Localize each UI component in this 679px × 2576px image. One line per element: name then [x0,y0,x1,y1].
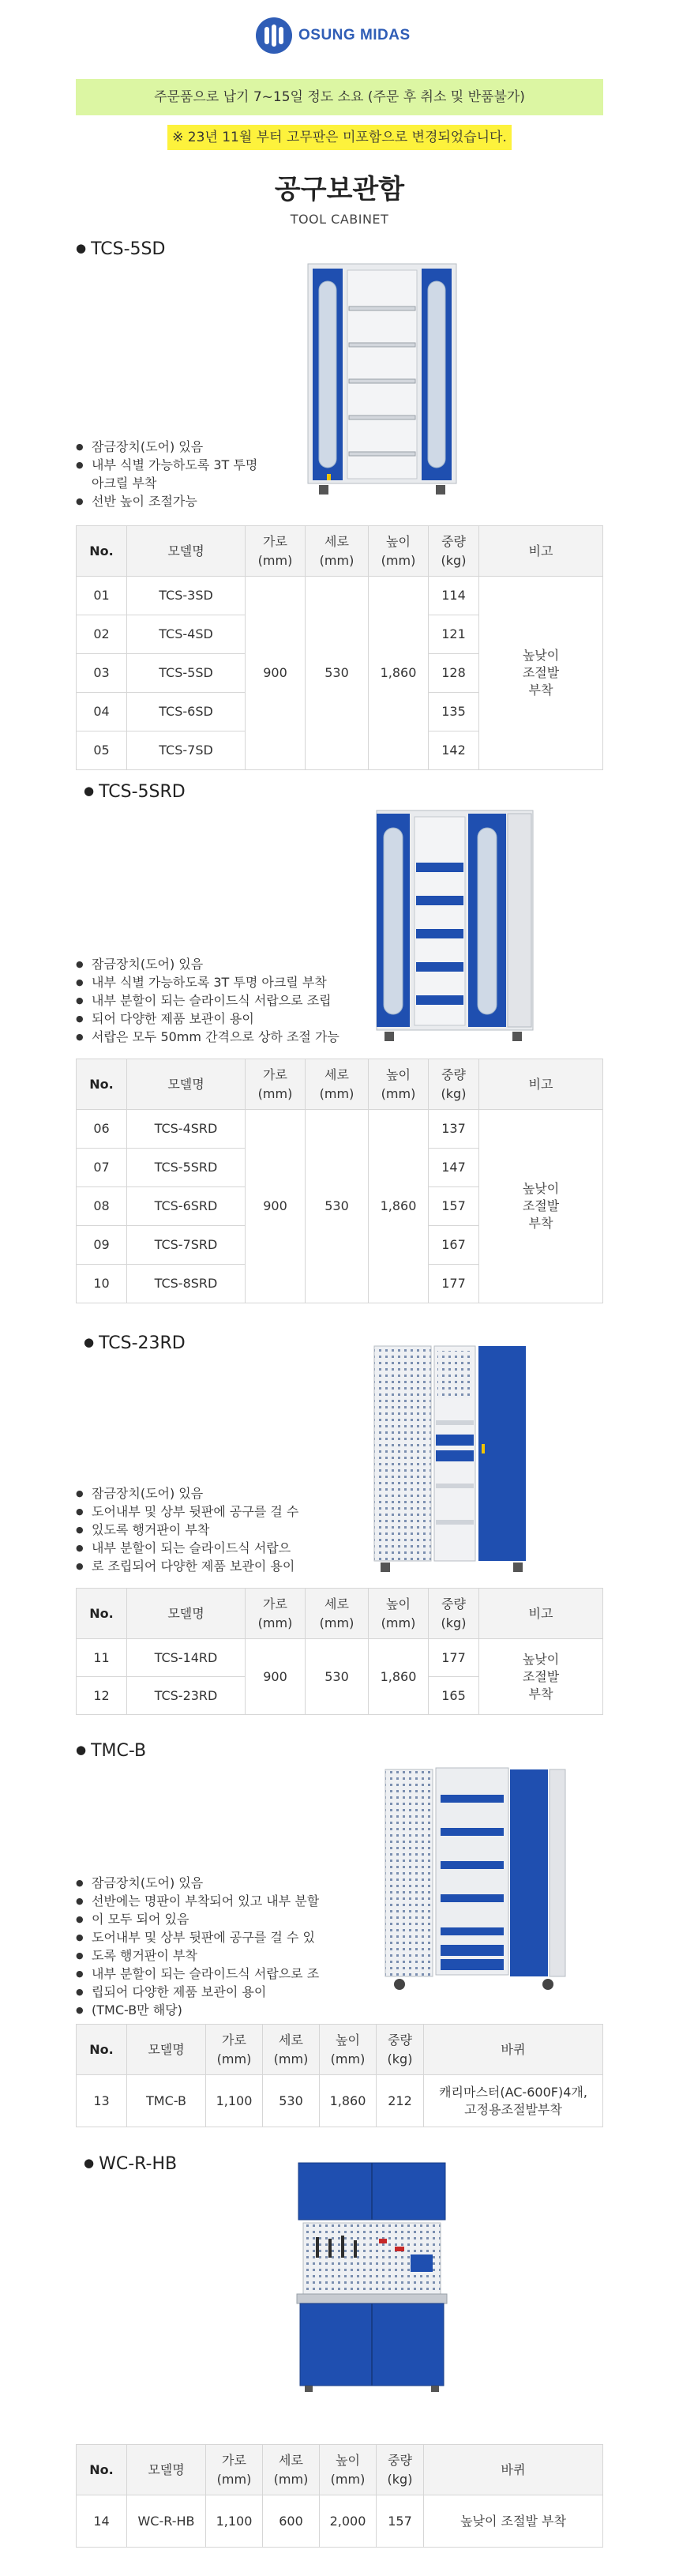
header-weight: 중량 (kg) [429,1589,479,1639]
feature-item: ● 잠금장치(도어) 있음 [76,1484,298,1502]
header-depth: 세로 (mm) [263,2025,320,2075]
header-model: 모델명 [127,1059,246,1110]
shared-width: 900 [246,1110,306,1303]
shared-note: 높낮이 조절발 부착 [479,577,603,770]
header-no: No. [77,1589,127,1639]
feature-item: ● 로 조립되어 다양한 제품 보관이 용이 [76,1557,298,1575]
table-row: 06 TCS-4SRD 900 530 1,860 137 높낮이 조절발 부착 [77,1110,603,1149]
wheel-cell: 캐리마스터(AC-600F)4개, 고정용조절발부착 [424,2075,603,2127]
shared-width: 900 [246,1639,306,1715]
feature-item: ● 잠금장치(도어) 있음 [76,1874,319,1892]
header-note: 비고 [479,1059,603,1110]
shared-height: 1,860 [369,1110,429,1303]
wheel-cell: 높낮이 조절발 부착 [424,2495,603,2548]
brand-logo[interactable] [256,17,411,54]
header-depth: 세로 (mm) [263,2445,320,2495]
header-height: 높이 (mm) [369,526,429,577]
feature-item: ● 선반 높이 조절가능 [76,492,257,510]
header-model: 모델명 [127,2025,206,2075]
page-title: 공구보관함 [274,174,405,205]
feature-item: ● 내부 식별 가능하도록 3T 투명 아크릴 부착 [76,973,340,991]
header-weight: 중량 (kg) [429,526,479,577]
feature-item: ● 잠금장치(도어) 있음 [76,955,340,973]
change-notice: ※ 23년 11월 부터 고무판은 미포함으로 변경되었습니다. [167,125,512,150]
header-model: 모델명 [127,526,246,577]
feature-item: ● 되어 다양한 제품 보관이 용이 [76,1010,340,1028]
feature-item: ● 잠금장치(도어) 있음 [76,438,257,456]
header-no: No. [77,526,127,577]
header-height: 높이 (mm) [369,1589,429,1639]
table-row: 13 TMC-B 1,100 530 1,860 212 캐리마스터(AC-600F)4개, 고정용조절발부착 [77,2075,603,2127]
section-title-tcs-5sd: ● TCS-5SD [76,239,165,259]
header-depth: 세로 (mm) [306,1059,369,1110]
feature-list-tcs-23rd [76,1484,298,1575]
feature-item: ● 내부 분할이 되는 슬라이드식 서랍으로 조립 [76,991,340,1010]
header-width: 가로 (mm) [246,1059,306,1110]
header-width: 가로 (mm) [206,2445,263,2495]
feature-item: ● 립되어 다양한 제품 보관이 용이 [76,1983,319,2001]
feature-item: ● 이 모두 되어 있음 [76,1910,319,1928]
brand-name: OSUNG MIDAS [298,27,411,43]
feature-item: ● 있도록 행거판이 부착 [76,1521,298,1539]
feature-item: 아크릴 부착 [92,476,157,491]
product-image-tcs-5sd [305,261,460,498]
spec-table-tcs-5srd [76,1059,603,1303]
change-notice-wrap [76,125,603,152]
header-height: 높이 (mm) [320,2445,377,2495]
header-no: No. [77,1059,127,1110]
header-width: 가로 (mm) [246,526,306,577]
table-row: 10 TCS-8SRD 177 [77,1265,603,1303]
spec-table-tmc-b [76,2024,603,2127]
table-row: 05 TCS-7SD 142 [77,731,603,770]
shared-width: 900 [246,577,306,770]
feature-item: ● 도어내부 및 상부 뒷판에 공구를 걸 수 있 [76,1928,319,1946]
header-depth: 세로 (mm) [306,526,369,577]
feature-item: ● 내부 식별 가능하도록 3T 투명 [76,456,257,474]
header-depth: 세로 (mm) [306,1589,369,1639]
spec-table-tcs-23rd [76,1588,603,1715]
feature-list-tcs-5sd [76,438,257,510]
section-title-tcs-23rd: ● TCS-23RD [84,1333,186,1353]
header-height: 높이 (mm) [320,2025,377,2075]
product-image-tmc-b [382,1763,568,1992]
feature-list-tmc-b [76,1874,319,2019]
product-image-tcs-23rd [371,1341,529,1575]
header-no: No. [77,2445,127,2495]
header-width: 가로 (mm) [206,2025,263,2075]
table-row: 08 TCS-6SRD 157 [77,1187,603,1226]
feature-item: ● 도록 행거판이 부착 [76,1946,319,1965]
page-subtitle: TOOL CABINET [290,212,389,227]
spec-table-tcs-5sd [76,525,603,770]
feature-item: ● 선반에는 명판이 부착되어 있고 내부 분할 [76,1892,319,1910]
table-row: 03 TCS-5SD 128 [77,654,603,693]
feature-item: ● 도어내부 및 상부 뒷판에 공구를 걸 수 [76,1502,298,1521]
section-title-tmc-b: ● TMC-B [76,1741,146,1761]
shared-height: 1,860 [369,1639,429,1715]
table-row: 01 TCS-3SD 900 530 1,860 114 높낮이 조절발 부착 [77,577,603,615]
header-wheel: 바퀴 [424,2445,603,2495]
table-row: 04 TCS-6SD 135 [77,693,603,731]
feature-item: ● 서랍은 모두 50mm 간격으로 상하 조절 가능 [76,1028,340,1046]
shared-note: 높낮이 조절발 부착 [479,1110,603,1303]
header-weight: 중량 (kg) [377,2445,424,2495]
feature-list-tcs-5srd [76,955,340,1046]
shared-depth: 530 [306,1639,369,1715]
table-row: 07 TCS-5SRD 147 [77,1149,603,1187]
feature-item: ● 내부 분할이 되는 슬라이드식 서랍으로 조 [76,1965,319,1983]
section-title-wc-r-hb: ● WC-R-HB [84,2154,177,2174]
header-wheel: 바퀴 [424,2025,603,2075]
product-image-wc-r-hb [292,2160,452,2394]
header-model: 모델명 [127,2445,206,2495]
shared-note: 높낮이 조절발 부착 [479,1639,603,1715]
shared-depth: 530 [306,1110,369,1303]
product-image-tcs-5srd [373,807,536,1044]
header-height: 높이 (mm) [369,1059,429,1110]
feature-item: ● 내부 분할이 되는 슬라이드식 서랍으 [76,1539,298,1557]
table-row: 09 TCS-7SRD 167 [77,1226,603,1265]
table-row: 02 TCS-4SD 121 [77,615,603,654]
spec-table-wc-r-hb [76,2444,603,2548]
table-row: 11 TCS-14RD 900 530 1,860 177 높낮이 조절발 부착 [77,1639,603,1677]
feature-item: ● (TMC-B만 해당) [76,2001,319,2019]
header-note: 비고 [479,526,603,577]
table-row: 12 TCS-23RD 165 [77,1677,603,1715]
header-weight: 중량 (kg) [429,1059,479,1110]
header-model: 모델명 [127,1589,246,1639]
shared-depth: 530 [306,577,369,770]
table-row: 14 WC-R-HB 1,100 600 2,000 157 높낮이 조절발 부착 [77,2495,603,2548]
header-weight: 중량 (kg) [377,2025,424,2075]
shared-height: 1,860 [369,577,429,770]
delivery-notice: 주문품으로 납기 7~15일 정도 소요 (주문 후 취소 및 반품불가) [76,79,603,115]
brand-logo-icon [256,17,292,54]
header-note: 비고 [479,1589,603,1639]
header-width: 가로 (mm) [246,1589,306,1639]
section-title-tcs-5srd: ● TCS-5SRD [84,782,186,802]
header-no: No. [77,2025,127,2075]
